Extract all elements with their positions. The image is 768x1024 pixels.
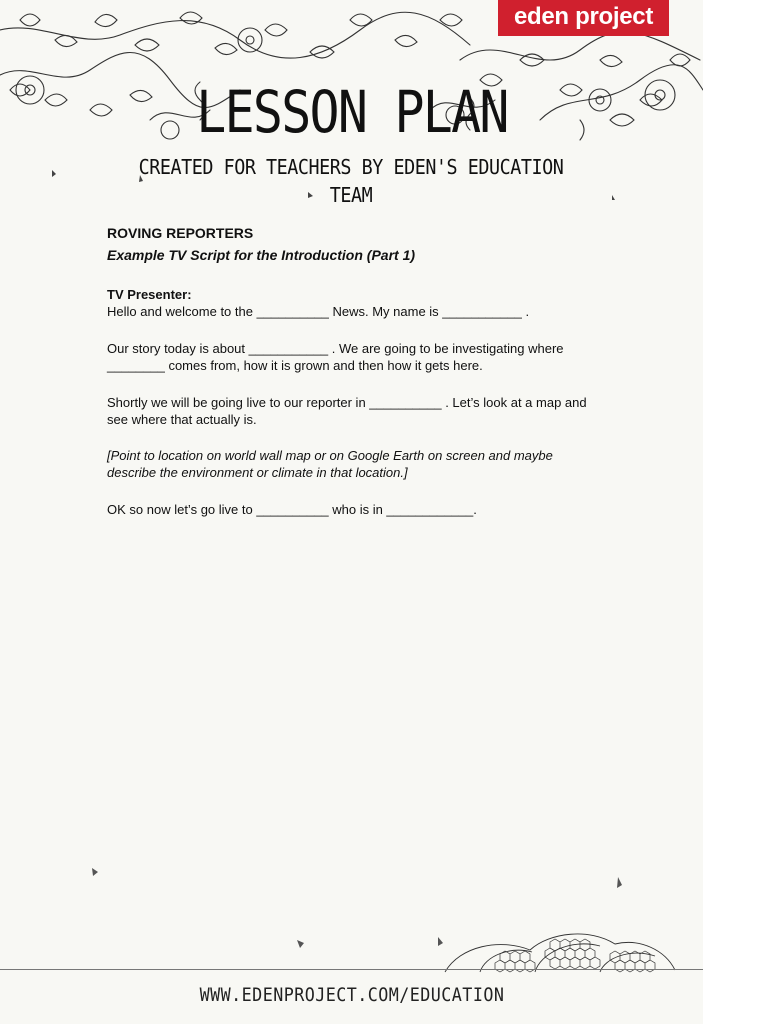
script-line: Shortly we will be going live to our reporter in __________ . Let’s look at a map and xyxy=(107,395,587,410)
footer-url: WWW.EDENPROJECT.COM/EDUCATION xyxy=(199,984,505,1006)
stage-direction: describe the environment or climate in that location.] xyxy=(107,465,408,480)
leaf-icon xyxy=(90,866,102,878)
eden-project-logo: eden project xyxy=(498,0,669,36)
script-line: see where that actually is. xyxy=(107,412,257,427)
page-title: LESSON PLAN xyxy=(196,78,508,146)
script-line: Hello and welcome to the __________ News. My name is ___________ . xyxy=(107,304,530,319)
leaf-icon xyxy=(614,876,626,890)
page-subtitle: CREATED FOR TEACHERS BY EDEN'S EDUCATION TEAM xyxy=(138,155,564,207)
leaf-icon xyxy=(295,938,307,950)
speaker-label: TV Presenter: xyxy=(107,287,192,302)
script-line: ________ comes from, how it is grown and then how it gets here. xyxy=(107,358,483,373)
lesson-subheading: Example TV Script for the Introduction (Part 1) xyxy=(107,247,416,263)
script-line: OK so now let’s go live to __________ who is in ____________. xyxy=(107,502,477,517)
script-line: Our story today is about ___________ . We are going to be investigating where xyxy=(107,341,564,356)
lesson-heading: ROVING REPORTERS xyxy=(107,225,254,241)
lesson-content xyxy=(107,222,607,518)
stage-direction: [Point to location on world wall map or on Google Earth on screen and maybe xyxy=(107,448,553,463)
footer-divider xyxy=(0,969,703,970)
